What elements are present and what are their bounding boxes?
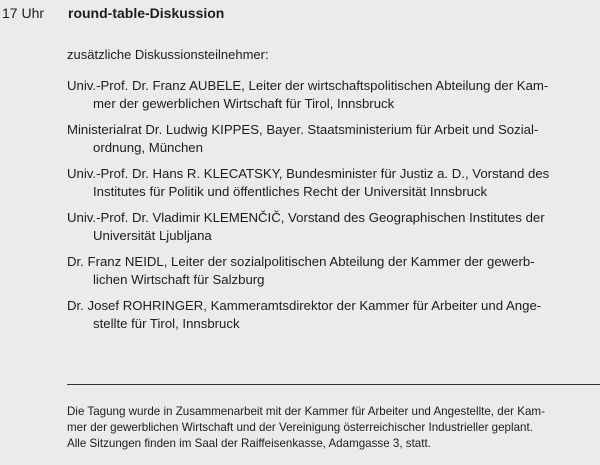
participant-entry: [67, 253, 597, 289]
participant-entry: [67, 165, 597, 201]
footnote-line: mer der gewerblichen Wirtschaft und der Vereinigung österreichischer Industrieller geplant.: [67, 421, 533, 434]
session-time: 17 Uhr: [2, 5, 45, 21]
footnote-divider: [67, 384, 600, 385]
participant-entry: [67, 121, 597, 157]
participant-line-continued: Universität Ljubljana: [93, 228, 212, 243]
participant-line: Ministerialrat Dr. Ludwig KIPPES, Bayer. Staatsministerium für Arbeit und Sozial-: [67, 122, 539, 137]
footnote-line: Alle Sitzungen finden im Saal der Raiffeisenkasse, Adamgasse 3, statt.: [67, 437, 431, 450]
footnote: [67, 404, 597, 452]
participant-line: Univ.-Prof. Dr. Franz AUBELE, Leiter der wirtschaftspolitischen Abteilung der Kam-: [67, 78, 549, 93]
participant-line-continued: stellte für Tirol, Innsbruck: [93, 316, 240, 331]
participant-entry: [67, 77, 597, 113]
participant-entry: [67, 297, 597, 333]
session-title: round-table-Diskussion: [68, 5, 225, 21]
participants-subheading: zusätzliche Diskussionsteilnehmer:: [67, 47, 269, 62]
participant-list: [67, 77, 597, 341]
footnote-line: Die Tagung wurde in Zusammenarbeit mit der Kammer für Arbeiter und Angestellte, der Kam-: [67, 405, 545, 418]
session-header: [0, 4, 224, 22]
participant-line: Dr. Franz NEIDL, Leiter der sozialpolitischen Abteilung der Kammer der gewerb-: [67, 254, 535, 269]
participant-line-continued: lichen Wirtschaft für Salzburg: [93, 272, 265, 287]
participant-line-continued: ordnung, München: [93, 140, 203, 155]
participant-line: Univ.-Prof. Dr. Hans R. KLECATSKY, Bundesminister für Justiz a. D., Vorstand des: [67, 166, 550, 181]
participant-entry: [67, 209, 597, 245]
participant-line: Univ.-Prof. Dr. Vladimir KLEMENČIČ, Vorstand des Geographischen Institutes der: [67, 210, 545, 225]
participant-line-continued: mer der gewerblichen Wirtschaft für Tirol, Innsbruck: [93, 96, 395, 111]
participant-line: Dr. Josef ROHRINGER, Kammeramtsdirektor der Kammer für Arbeiter und Ange-: [67, 298, 542, 313]
participant-line-continued: Institutes für Politik und öffentliches Recht der Universität Innsbruck: [93, 184, 488, 199]
